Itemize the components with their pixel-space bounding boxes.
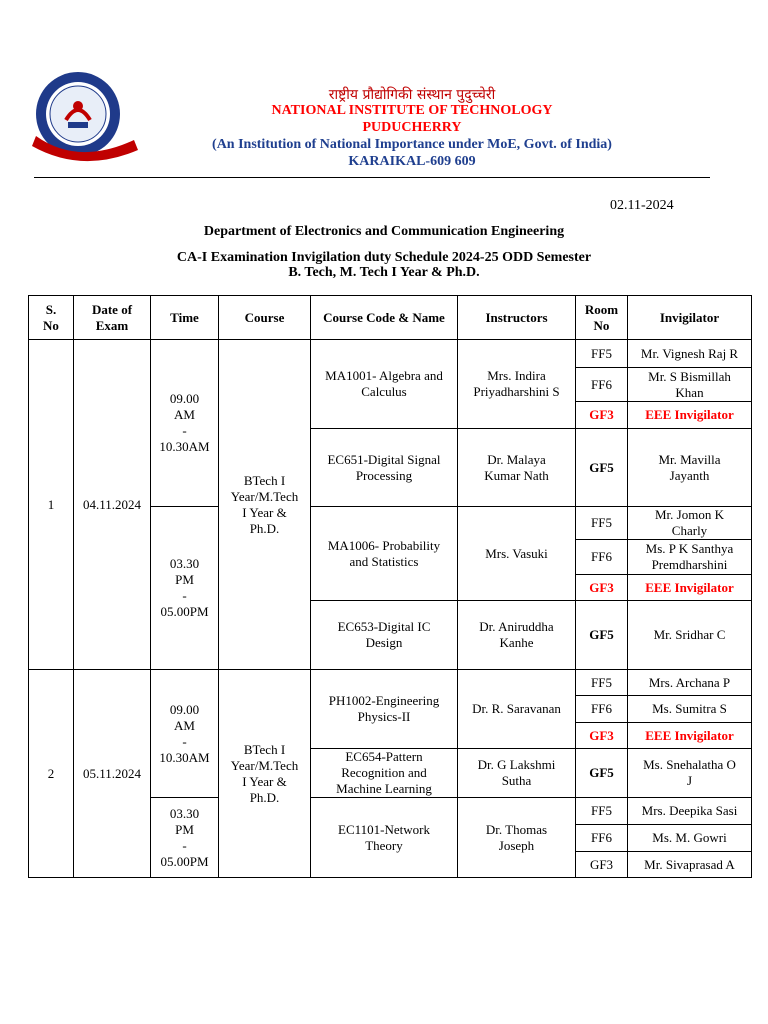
course-cell xyxy=(219,340,311,670)
course-code-cell xyxy=(311,749,458,798)
invigilator-cell xyxy=(628,340,752,368)
header-sno xyxy=(29,296,74,340)
time-cell xyxy=(151,340,219,507)
course-code-cell xyxy=(311,507,458,601)
invigilator-cell xyxy=(628,825,752,852)
invigilator-cell xyxy=(628,601,752,670)
header-instructors: Instructors xyxy=(458,296,576,340)
room-cell xyxy=(576,601,628,670)
invigilator-cell xyxy=(628,429,752,507)
instructor-cell-line: Priyadharshini S xyxy=(473,384,560,399)
room-cell-line: FF6 xyxy=(591,376,612,392)
invigilator-cell-line: EEE Invigilator xyxy=(645,579,734,595)
course-code-cell-line: and Statistics xyxy=(349,553,419,569)
time-cell xyxy=(151,507,219,670)
room-cell-line: GF3 xyxy=(589,856,614,872)
time-cell-line: 09.00 xyxy=(169,701,200,717)
time-cell-line: AM xyxy=(174,717,195,733)
room-cell-line: GF3 xyxy=(589,727,614,743)
room-cell xyxy=(576,575,628,601)
invigilator-cell-line: Ms. M. Gowri xyxy=(652,830,727,845)
invigilator-cell xyxy=(628,368,752,402)
course-cell xyxy=(219,670,311,878)
course-cell-line: I Year & xyxy=(242,773,287,789)
course-code-cell-line: Calculus xyxy=(361,384,407,399)
invigilator-cell-line: Khan xyxy=(675,384,704,400)
header-date xyxy=(74,296,151,340)
header-sno-line: No xyxy=(43,317,59,333)
course-code-cell-line: EC651-Digital Signal xyxy=(327,451,441,467)
time-cell-line: PM xyxy=(175,572,194,587)
time-cell-line: PM xyxy=(175,821,194,837)
department-title: Department of Electronics and Communication Engineering xyxy=(203,224,565,239)
invigilator-cell xyxy=(628,749,752,798)
room-cell-line: GF5 xyxy=(589,459,614,475)
invigilator-cell-line: Premdharshini xyxy=(651,557,728,572)
instructor-cell-line: Kumar Nath xyxy=(484,467,549,483)
room-cell xyxy=(576,723,628,749)
institute-address: KARAIKAL-609 609 xyxy=(348,154,476,169)
room-cell xyxy=(576,749,628,798)
document-date: 02.11-2024 xyxy=(610,198,674,213)
invigilator-cell-line: EEE Invigilator xyxy=(645,727,734,743)
invigilator-cell xyxy=(628,402,752,429)
table-row xyxy=(29,670,752,696)
time-cell-line: 05.00PM xyxy=(160,604,209,619)
room-cell-line: GF3 xyxy=(589,579,614,595)
schedule-title: CA-I Examination Invigilation duty Schedule 2024-25 ODD Semester xyxy=(176,250,592,265)
invigilator-cell xyxy=(628,723,752,749)
instructor-cell-line: Mrs. Vasuki xyxy=(485,545,548,561)
header-date-line: Date of xyxy=(91,301,133,317)
time-cell-line: 03.30 xyxy=(169,805,200,821)
time-cell-line: 10.30AM xyxy=(159,439,210,454)
invigilator-cell-line: J xyxy=(686,773,693,788)
course-code-cell-line: EC1101-Network xyxy=(338,821,430,837)
invigilator-cell-line: Mrs. Deepika Sasi xyxy=(641,803,738,818)
header-room-line: No xyxy=(593,317,610,333)
room-cell-line: FF5 xyxy=(591,345,612,361)
room-cell xyxy=(576,540,628,575)
time-cell-line: AM xyxy=(174,407,195,422)
instructor-cell xyxy=(458,507,576,601)
course-code-cell-line: Recognition and xyxy=(341,765,427,780)
nit-puducherry-emblem-icon xyxy=(30,70,142,162)
invigilator-cell-line: Mr. Sridhar C xyxy=(653,627,726,642)
room-cell xyxy=(576,852,628,878)
invigilator-cell-line: Ms. Sumitra S xyxy=(652,701,727,716)
room-cell xyxy=(576,670,628,696)
course-code-cell-line: Design xyxy=(365,635,403,650)
invigilator-cell xyxy=(628,507,752,540)
course-code-cell xyxy=(311,340,458,429)
header-date-line: Exam xyxy=(95,317,129,333)
invigilator-cell-line: Mr. Vignesh Raj R xyxy=(640,345,739,361)
instructor-cell-line: Dr. R. Saravanan xyxy=(472,701,561,716)
course-cell-line: BTech I xyxy=(243,741,286,757)
exam-date-cell xyxy=(74,340,151,670)
invigilator-cell xyxy=(628,696,752,723)
instructor-cell xyxy=(458,749,576,798)
invigilator-cell-line: Mrs. Archana P xyxy=(648,674,731,690)
instructor-cell-line: Joseph xyxy=(498,837,535,853)
instructor-cell xyxy=(458,670,576,749)
instructor-cell xyxy=(458,340,576,429)
invigilation-schedule-table xyxy=(28,295,752,878)
exam-date-cell-line: 04.11.2024 xyxy=(82,496,142,512)
course-code-cell-line: EC654-Pattern xyxy=(345,749,423,764)
institute-subtitle: (An Institution of National Importance under MoE, Govt. of India) xyxy=(212,137,612,152)
table-row xyxy=(29,340,752,368)
instructor-cell-line: Dr. Aniruddha xyxy=(479,619,554,634)
hindi-institute-name: राष्ट्रीय प्रौद्योगिकी संस्थान पुदुच्चेरी xyxy=(328,87,496,103)
time-cell-line: 03.30 xyxy=(169,556,200,571)
table-header-row xyxy=(29,296,752,340)
room-cell-line: FF5 xyxy=(591,674,612,690)
institute-city: PUDUCHERRY xyxy=(362,120,462,135)
course-code-cell-line: Physics-II xyxy=(357,709,411,724)
institute-name: NATIONAL INSTITUTE OF TECHNOLOGY xyxy=(271,103,553,118)
room-cell-line: GF5 xyxy=(589,765,614,780)
serial-number-cell-line: 1 xyxy=(47,496,55,512)
serial-number-cell xyxy=(29,340,74,670)
instructor-cell xyxy=(458,601,576,670)
invigilator-cell xyxy=(628,670,752,696)
time-cell-line: - xyxy=(182,588,187,603)
course-code-cell-line: MA1001- Algebra and xyxy=(325,368,443,383)
course-code-cell-line: MA1006- Probability xyxy=(327,537,441,553)
course-cell-line: Year/M.Tech xyxy=(230,757,299,773)
course-cell-line: BTech I xyxy=(243,472,286,488)
invigilator-cell-line: Mr. Jomon K xyxy=(655,507,724,522)
time-cell xyxy=(151,670,219,798)
invigilator-cell xyxy=(628,852,752,878)
header-time: Time xyxy=(151,296,219,340)
header-room-line: Room xyxy=(584,301,619,317)
room-cell-line: FF6 xyxy=(591,830,612,845)
course-code-cell xyxy=(311,429,458,507)
invigilator-cell xyxy=(628,798,752,825)
course-code-cell-line: EC653-Digital IC xyxy=(337,619,431,634)
course-code-cell-line: Processing xyxy=(355,467,413,483)
schedule-body xyxy=(29,340,752,878)
invigilator-cell xyxy=(628,575,752,601)
course-cell-line: Year/M.Tech xyxy=(230,488,299,504)
room-cell xyxy=(576,696,628,723)
room-cell-line: FF6 xyxy=(591,701,612,716)
header-course: Course xyxy=(219,296,311,340)
time-cell-line: - xyxy=(182,733,187,749)
instructor-cell xyxy=(458,798,576,878)
time-cell-line: 05.00PM xyxy=(160,853,209,869)
programs-title: B. Tech, M. Tech I Year & Ph.D. xyxy=(288,265,480,280)
exam-date-cell xyxy=(74,670,151,878)
course-code-cell-line: Machine Learning xyxy=(336,781,432,796)
serial-number-cell-line: 2 xyxy=(47,765,55,781)
room-cell xyxy=(576,429,628,507)
room-cell xyxy=(576,825,628,852)
room-cell xyxy=(576,368,628,402)
invigilator-cell-line: Mr. Mavilla xyxy=(658,451,721,467)
header-invigilator: Invigilator xyxy=(628,296,752,340)
invigilator-cell-line: EEE Invigilator xyxy=(645,407,734,422)
room-cell xyxy=(576,507,628,540)
instructor-cell xyxy=(458,429,576,507)
room-cell-line: GF3 xyxy=(589,407,614,422)
room-cell-line: FF5 xyxy=(591,803,612,818)
header-room xyxy=(576,296,628,340)
room-cell-line: FF6 xyxy=(591,549,612,564)
serial-number-cell xyxy=(29,670,74,878)
course-cell-line: Ph.D. xyxy=(249,520,280,536)
instructor-cell-line: Sutha xyxy=(501,773,532,788)
course-code-cell xyxy=(311,601,458,670)
header-divider xyxy=(34,177,710,178)
room-cell xyxy=(576,402,628,429)
instructor-cell-line: Dr. Malaya xyxy=(487,451,546,467)
instructor-cell-line: Mrs. Indira xyxy=(487,368,546,383)
room-cell xyxy=(576,340,628,368)
course-code-cell-line: Theory xyxy=(365,837,403,853)
invigilator-cell-line: Charly xyxy=(671,523,708,538)
course-code-cell xyxy=(311,798,458,878)
course-code-cell xyxy=(311,670,458,749)
header-course-code: Course Code & Name xyxy=(311,296,458,340)
exam-date-cell-line: 05.11.2024 xyxy=(82,765,142,781)
invigilator-cell-line: Jayanth xyxy=(669,467,710,483)
invigilator-cell-line: Mr. S Bismillah xyxy=(648,368,731,384)
room-cell-line: GF5 xyxy=(589,627,614,642)
time-cell-line: 09.00 xyxy=(169,391,200,406)
invigilator-cell-line: Ms. P K Santhya xyxy=(645,541,734,556)
header-sno-line: S. xyxy=(45,301,57,317)
instructor-cell-line: Dr. Thomas xyxy=(485,821,548,837)
time-cell-line: 10.30AM xyxy=(159,749,210,765)
course-cell-line: I Year & xyxy=(242,504,287,520)
time-cell xyxy=(151,798,219,878)
course-cell-line: Ph.D. xyxy=(249,789,280,805)
room-cell xyxy=(576,798,628,825)
invigilator-cell-line: Mr. Sivaprasad A xyxy=(644,856,735,872)
course-code-cell-line: PH1002-Engineering xyxy=(328,693,440,708)
instructor-cell-line: Kanhe xyxy=(499,635,534,650)
time-cell-line: - xyxy=(182,837,187,853)
invigilator-cell-line: Ms. Snehalatha O xyxy=(643,757,736,772)
time-cell-line: - xyxy=(182,423,187,438)
invigilator-cell xyxy=(628,540,752,575)
instructor-cell-line: Dr. G Lakshmi xyxy=(477,757,556,772)
room-cell-line: FF5 xyxy=(591,515,612,530)
